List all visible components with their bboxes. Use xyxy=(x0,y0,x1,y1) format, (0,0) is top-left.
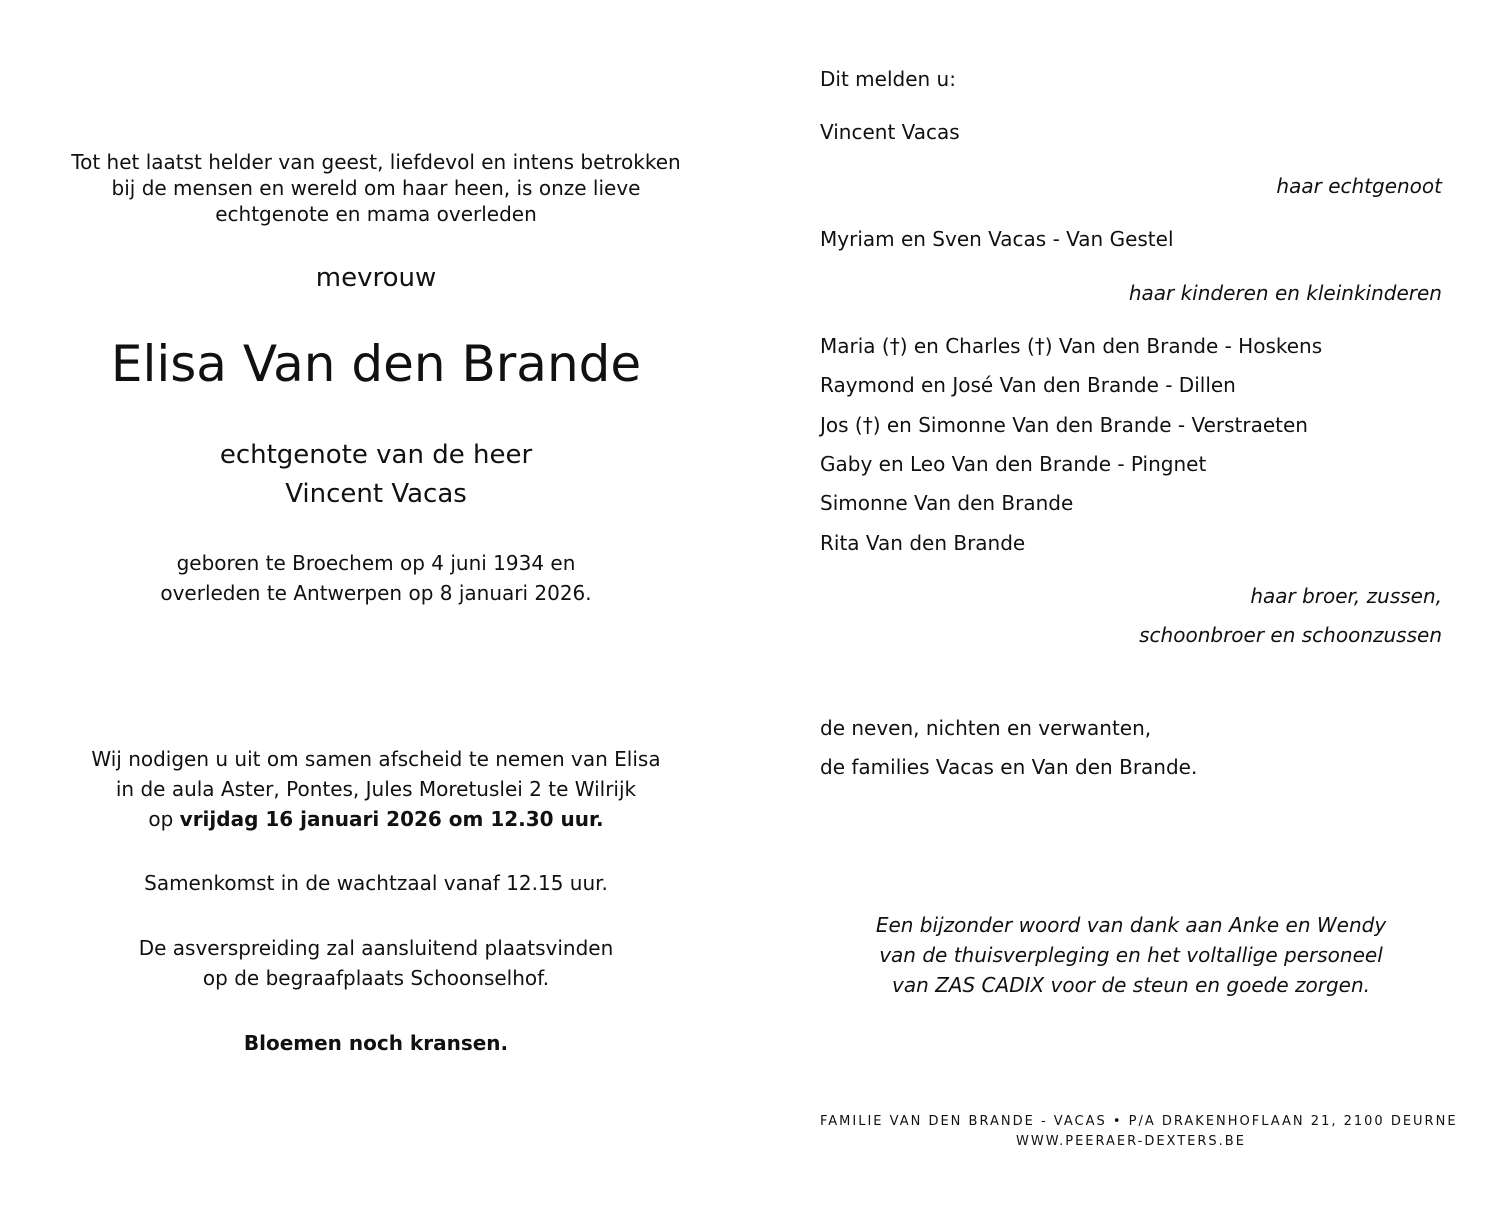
thanks-line: Een bijzonder woord van dank aan Anke en Wendy xyxy=(875,913,1387,937)
husband-role: haar echtgenoot xyxy=(1276,174,1442,198)
thanks-text xyxy=(820,910,1442,1000)
spouse-name: Vincent Vacas xyxy=(285,479,467,509)
invite-prefix: op xyxy=(148,807,180,831)
invite-datetime: vrijdag 16 januari 2026 om 12.30 uur. xyxy=(179,807,604,831)
thanks-line: van ZAS CADIX voor de steun en goede zorgen. xyxy=(891,973,1370,997)
intro-text xyxy=(40,149,712,227)
siblings-role: haar broer, zussen, xyxy=(1250,584,1442,608)
sibling-item: Raymond en José Van den Brande - Dillen xyxy=(820,373,1236,397)
birth-line: geboren te Broechem op 4 juni 1934 en xyxy=(176,551,576,575)
footer xyxy=(820,1112,1458,1152)
relatives-line: de neven, nichten en verwanten, xyxy=(820,716,1152,740)
invite-datetime-line xyxy=(40,804,712,834)
siblings-role: schoonbroer en schoonzussen xyxy=(1139,623,1442,647)
sibling-item: Simonne Van den Brande xyxy=(820,491,1074,515)
intro-line: bij de mensen en wereld om haar heen, is onze lieve xyxy=(111,176,641,200)
footer-website: WWW.PEERAER-DEXTERS.BE xyxy=(1016,1134,1246,1149)
children-names: Myriam en Sven Vacas - Van Gestel xyxy=(820,227,1174,251)
gathering-text: Samenkomst in de wachtzaal vanaf 12.15 uur. xyxy=(144,871,608,895)
children-role: haar kinderen en kleinkinderen xyxy=(1128,281,1442,305)
birth-death-dates xyxy=(40,548,712,608)
husband-name: Vincent Vacas xyxy=(820,120,960,144)
ash-line: op de begraafplaats Schoonselhof. xyxy=(202,966,550,990)
invite-line: in de aula Aster, Pontes, Jules Moretuslei 2 te Wilrijk xyxy=(115,777,637,801)
invite-line: Wij nodigen u uit om samen afscheid te nemen van Elisa xyxy=(91,747,661,771)
sibling-item: Maria (†) en Charles (†) Van den Brande - Hoskens xyxy=(820,334,1323,358)
intro-line: Tot het laatst helder van geest, liefdevol en intens betrokken xyxy=(71,150,681,174)
intro-line: echtgenote en mama overleden xyxy=(215,202,537,226)
spouse-line: echtgenote van de heer xyxy=(219,440,533,470)
sibling-item: Rita Van den Brande xyxy=(820,531,1026,555)
flowers-notice: Bloemen noch kransen. xyxy=(243,1031,509,1055)
ash-line: De asverspreiding zal aansluitend plaatsvinden xyxy=(138,936,614,960)
invitation-text xyxy=(40,744,712,834)
sibling-item: Gaby en Leo Van den Brande - Pingnet xyxy=(820,452,1207,476)
announce-text: Dit melden u: xyxy=(820,67,956,91)
ash-dispersal-text xyxy=(40,933,712,993)
thanks-line: van de thuisverpleging en het voltallige personeel xyxy=(879,943,1383,967)
spouse-text xyxy=(40,436,712,514)
death-line: overleden te Antwerpen op 8 januari 2026. xyxy=(160,581,592,605)
honorific: mevrouw xyxy=(315,263,437,293)
deceased-name: Elisa Van den Brande xyxy=(110,335,642,393)
sibling-item: Jos (†) en Simonne Van den Brande - Verstraeten xyxy=(820,413,1308,437)
footer-address: FAMILIE VAN DEN BRANDE - VACAS • P/A DRAKENHOFLAAN 21, 2100 DEURNE xyxy=(820,1114,1458,1129)
relatives-line: de families Vacas en Van den Brande. xyxy=(820,755,1198,779)
